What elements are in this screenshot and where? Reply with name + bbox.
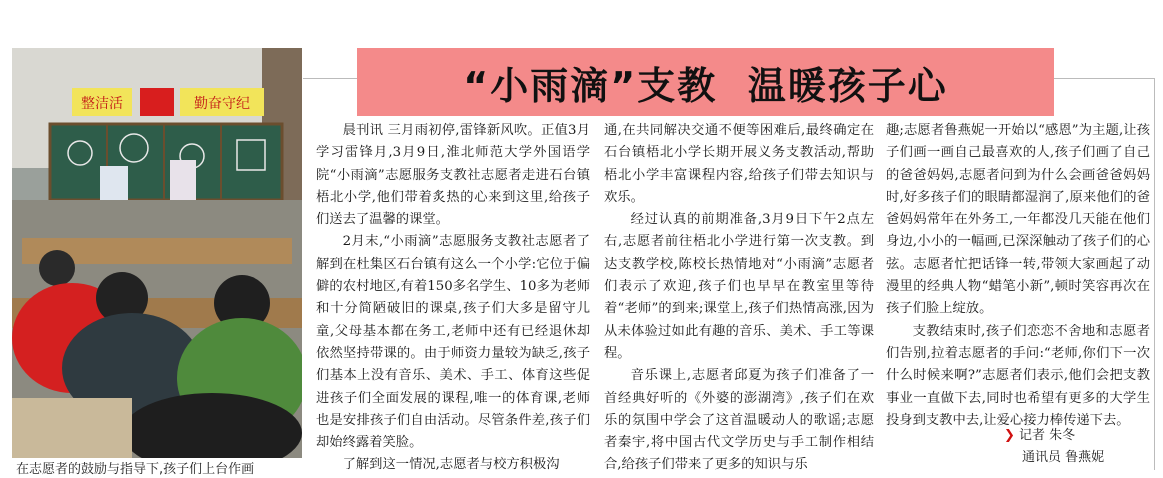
reporter-name: 记者 朱冬 [1019, 428, 1076, 443]
top-rule-left [303, 78, 357, 79]
reporter-line [1004, 424, 1075, 443]
headline-box [357, 48, 1054, 116]
photo-caption: 在志愿者的鼓励与指导下,孩子们上台作画 [16, 462, 255, 477]
article-paragraph: 2月末,“小雨滴”志愿服务支教社志愿者了解到在杜集区石台镇有这么一个小学:它位于偏僻的农村地区,有着150多名学生、10多为老师和十分简陋破旧的课桌,孩子们大多是留守儿童,父母基本都在务工,老师中还有已经退休却依然坚持带课的。由于师资力量较为缺乏,孩子们基本上没有音乐、美术、手工、体育这些促进孩子们全面发展的课程,唯一的体育课,老师也是安排孩子们自由活动。尽管条件差,孩子们却始终露着笑脸。 [316, 234, 590, 451]
article-paragraph: 经过认真的前期准备,3月9日下午2点左右,志愿者前往梧北小学进行第一次支教。到达支教学校,陈校长热情地对“小雨滴”志愿者们表示了欢迎,孩子们也早早在教室里等待着“老师”的到来;课堂上,孩子们热情高涨,因为从未体验过如此有趣的音乐、美术、手工等课程。 [604, 212, 874, 361]
article-paragraph: 晨刊讯 三月雨初停,雷锋新风吹。正值3月学习雷锋月,3月9日,淮北师范大学外国语学院“小雨滴”志愿服务支教社志愿者走进石台镇梧北小学,他们带着炙热的心来到这里,给孩子们送去了温馨的课堂。 [316, 123, 590, 228]
article-column-1 [316, 120, 590, 477]
headline: “小雨滴”支教 温暖孩子心 [463, 63, 948, 108]
banner-right-text: 勤奋守纪 [194, 96, 250, 112]
classroom-illustration [12, 48, 302, 458]
article-column-2 [604, 120, 874, 477]
chevron-right-icon: ❯ [1004, 428, 1015, 443]
banner-left-text: 整洁活 [81, 96, 123, 112]
article-paragraph: 通,在共同解决交通不便等困难后,最终确定在石台镇梧北小学长期开展义务支教活动,帮助梧北小学丰富课程内容,给孩子们带去知识与欢乐。 [604, 123, 874, 205]
article-paragraph: 音乐课上,志愿者邱夏为孩子们准备了一首经典好听的《外婆的澎湖湾》,孩子们在欢乐的氛围中学会了这首温暖动人的歌谣;志愿者秦宇,将中国古代文学历史与手工制作相结合,给孩子们带来了更多的知识与乐 [604, 368, 874, 473]
article-paragraph: 趣;志愿者鲁燕妮一开始以“感恩”为主题,让孩子们画一画自己最喜欢的人,孩子们画了自己的爸爸妈妈,志愿者问到为什么会画爸爸妈妈时,好多孩子们的眼睛都湿润了,原来他们的爸爸妈妈常年在外务工,一年都没几天能在他们身边,小小的一幅画,已深深触动了孩子们的心弦。志愿者忙把话锋一转,带领大家画起了动漫里的经典人物“蜡笔小新”,顿时笑容再次在孩子们脸上绽放。 [886, 123, 1150, 317]
top-rule-right [1054, 78, 1154, 79]
article-column-3 [886, 120, 1150, 432]
article-paragraph: 了解到这一情况,志愿者与校方积极沟 [342, 457, 560, 473]
correspondent-name: 通讯员 鲁燕妮 [1022, 450, 1105, 465]
classroom-photo [12, 48, 302, 458]
right-rule [1154, 78, 1155, 470]
article-paragraph: 支教结束时,孩子们恋恋不舍地和志愿者们告别,拉着志愿者的手问:“老师,你们下一次什么时候来啊?”志愿者们表示,他们会把支教事业一直做下去,同时也希望有更多的大学生投身到支教中去,让爱心接力棒传递下去。 [886, 323, 1150, 428]
